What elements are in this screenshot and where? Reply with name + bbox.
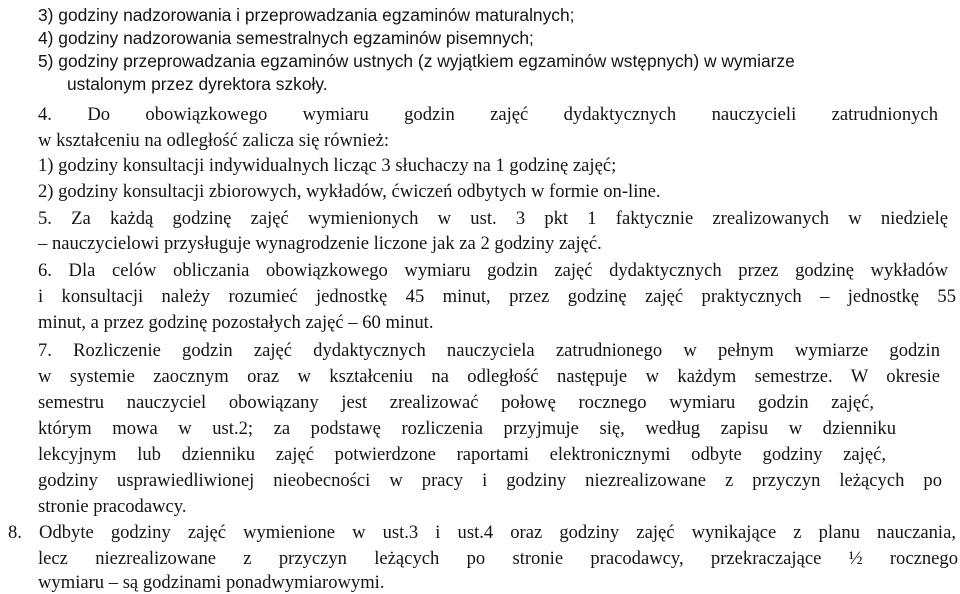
list-item: 3) godziny nadzorowania i przeprowadzania egzaminów maturalnych; — [38, 5, 575, 25]
paragraph-5-continuation: – nauczycielowi przysługuje wynagrodzenie liczone jak za 2 godziny zajęć. — [38, 233, 602, 254]
paragraph-4-continuation: w kształceniu na odległość zalicza się również: — [38, 130, 390, 151]
paragraph-7-continuation: lekcyjnym lub dzienniku zajęć potwierdzone raportami elektronicznymi odbyte godziny zajęć, — [38, 444, 886, 465]
paragraph-8-continuation: wymiaru – są godzinami ponadwymiarowymi. — [38, 572, 385, 593]
paragraph-7: 7. Rozliczenie godzin zajęć dydaktycznych nauczyciela zatrudnionego w pełnym wymiarze godzin — [38, 340, 940, 361]
paragraph-6-continuation: i konsultacji należy rozumieć jednostkę 45 minut, przez godzinę zajęć praktycznych – jednostkę 55 — [38, 286, 956, 307]
paragraph-8: 8. Odbyte godziny zajęć wymienione w ust.3 i ust.4 oraz godziny zajęć wynikające z planu nauczania, — [8, 522, 956, 543]
paragraph-7-continuation: którym mowa w ust.2; za podstawę rozliczenia przyjmuje się, według zapisu w dzienniku — [38, 418, 896, 439]
paragraph-7-continuation: semestru nauczyciel obowiązany jest zrealizować połowę rocznego wymiaru godzin zajęć, — [38, 392, 874, 413]
paragraph-7-continuation: w systemie zaocznym oraz w kształceniu na odległość następuje w każdym semestrze. W okresie — [38, 366, 940, 387]
list-item: 5) godziny przeprowadzania egzaminów ustnych (z wyjątkiem egzaminów wstępnych) w wymiarze — [38, 51, 795, 71]
paragraph-4: 4. Do obowiązkowego wymiaru godzin zajęć dydaktycznych nauczycieli zatrudnionych — [38, 104, 938, 125]
paragraph-7-continuation: godziny usprawiedliwionej nieobecności w pracy i godziny niezrealizowane z przyczyn leżących po — [38, 470, 942, 491]
list-item: 2) godziny konsultacji zbiorowych, wykładów, ćwiczeń odbytych w formie on-line. — [38, 181, 661, 202]
paragraph-8-continuation: lecz niezrealizowane z przyczyn leżących po stronie pracodawcy, przekraczające ½ rocznego — [38, 548, 958, 569]
list-item: 4) godziny nadzorowania semestralnych egzaminów pisemnych; — [38, 28, 534, 48]
list-item-continuation: ustalonym przez dyrektora szkoły. — [67, 74, 328, 94]
paragraph-6: 6. Dla celów obliczania obowiązkowego wymiaru godzin zajęć dydaktycznych przez godzinę wykładów — [38, 260, 948, 281]
paragraph-6-continuation: minut, a przez godzinę pozostałych zajęć – 60 minut. — [38, 312, 434, 333]
list-item: 1) godziny konsultacji indywidualnych licząc 3 słuchaczy na 1 godzinę zajęć; — [38, 155, 617, 176]
paragraph-5: 5. Za każdą godzinę zajęć wymienionych w ust. 3 pkt 1 faktycznie zrealizowanych w niedzielę — [38, 208, 948, 229]
paragraph-7-continuation: stronie pracodawcy. — [38, 496, 187, 517]
